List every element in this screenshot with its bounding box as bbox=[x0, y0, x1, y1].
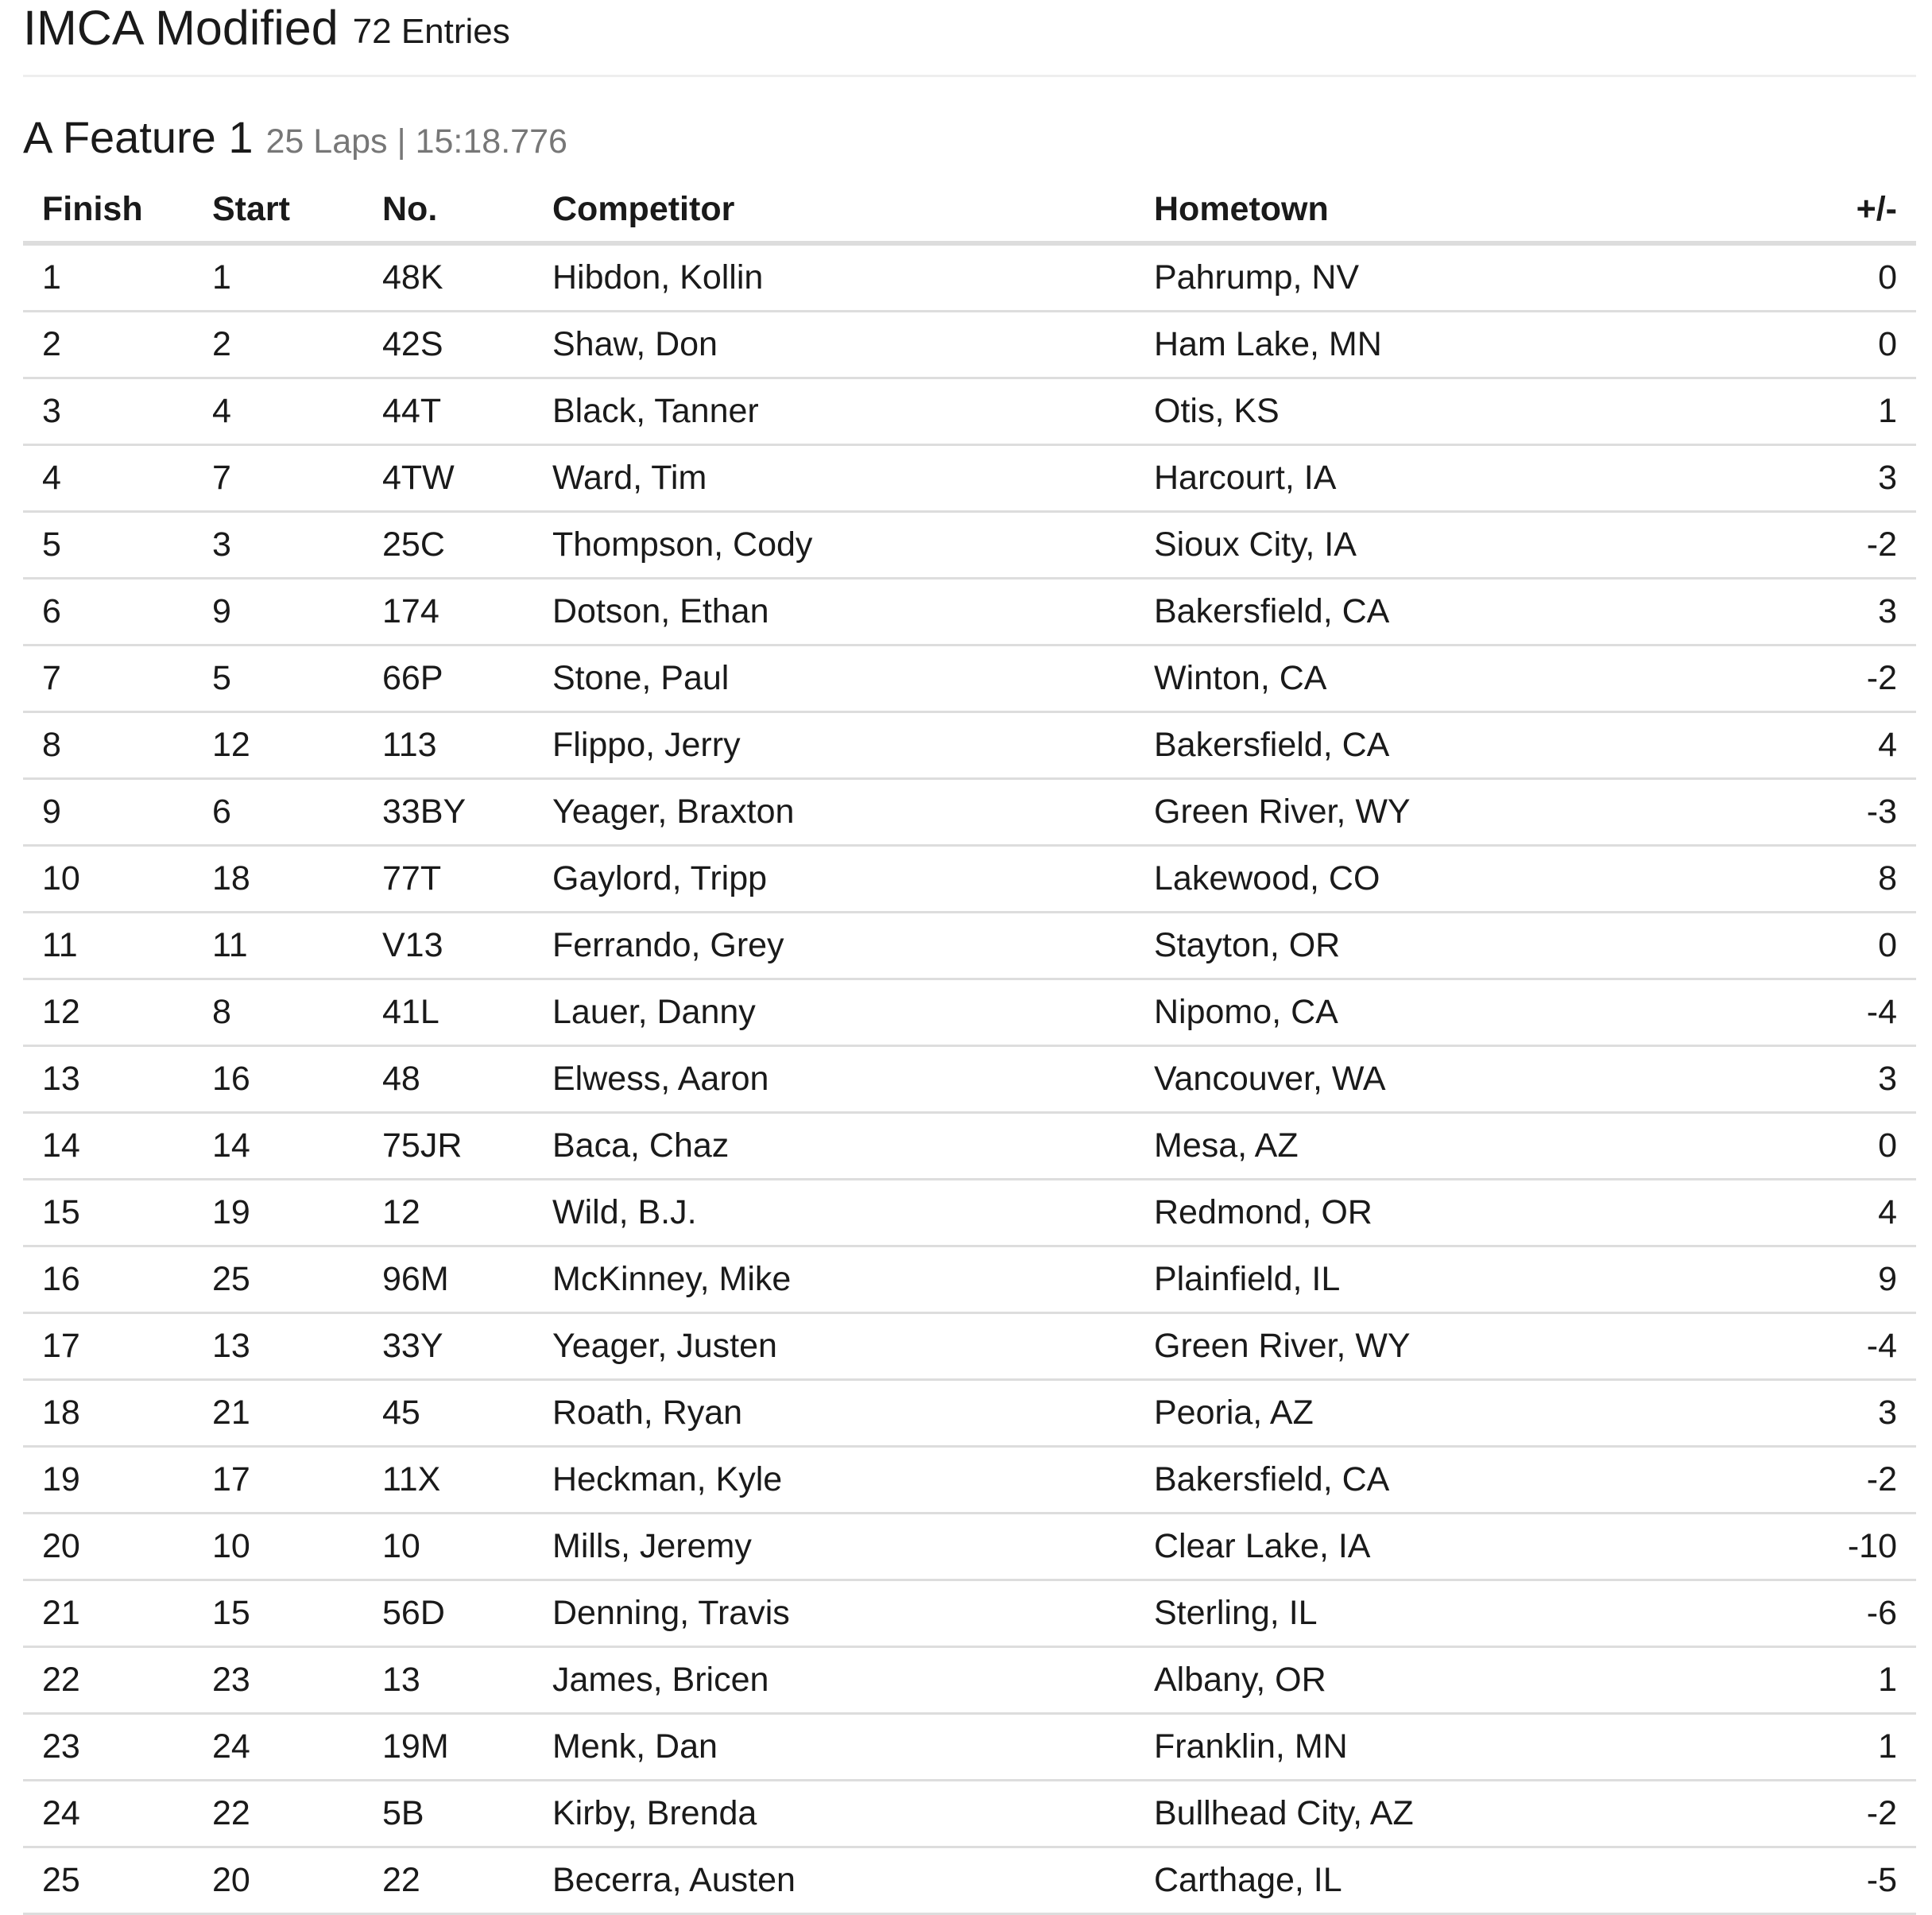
cell-car-number: 113 bbox=[363, 712, 533, 779]
cell-diff: 3 bbox=[1736, 445, 1916, 512]
cell-hometown: Harcourt, IA bbox=[1135, 445, 1736, 512]
cell-start: 19 bbox=[193, 1180, 363, 1246]
table-row bbox=[23, 979, 1916, 1046]
table-row bbox=[23, 445, 1916, 512]
cell-diff: -3 bbox=[1736, 779, 1916, 846]
cell-start: 24 bbox=[193, 1714, 363, 1781]
cell-start: 20 bbox=[193, 1847, 363, 1914]
cell-hometown: Pahrump, NV bbox=[1135, 243, 1736, 312]
cell-hometown: Sioux City, IA bbox=[1135, 512, 1736, 579]
table-row bbox=[23, 1046, 1916, 1113]
cell-hometown: Franklin, MN bbox=[1135, 1714, 1736, 1781]
cell-finish: 14 bbox=[23, 1113, 193, 1180]
cell-hometown: Winton, CA bbox=[1135, 645, 1736, 712]
cell-hometown: Green River, WY bbox=[1135, 779, 1736, 846]
cell-car-number: 42S bbox=[363, 312, 533, 378]
column-header-start: Start bbox=[193, 177, 363, 243]
cell-start: 25 bbox=[193, 1246, 363, 1313]
cell-competitor: Dotson, Ethan bbox=[533, 579, 1135, 645]
table-row bbox=[23, 1647, 1916, 1714]
cell-start: 12 bbox=[193, 712, 363, 779]
cell-competitor: James, Bricen bbox=[533, 1647, 1135, 1714]
cell-diff: 0 bbox=[1736, 913, 1916, 979]
cell-start: 10 bbox=[193, 1514, 363, 1580]
cell-finish: 20 bbox=[23, 1514, 193, 1580]
cell-finish: 12 bbox=[23, 979, 193, 1046]
table-row bbox=[23, 1580, 1916, 1647]
cell-start: 17 bbox=[193, 1447, 363, 1514]
cell-car-number: 11X bbox=[363, 1447, 533, 1514]
cell-start: 16 bbox=[193, 1046, 363, 1113]
table-row bbox=[23, 1380, 1916, 1447]
cell-diff: 0 bbox=[1736, 1113, 1916, 1180]
cell-hometown: Mesa, AZ bbox=[1135, 1113, 1736, 1180]
cell-diff: 1 bbox=[1736, 1647, 1916, 1714]
cell-start: 11 bbox=[193, 913, 363, 979]
cell-competitor: Yeager, Justen bbox=[533, 1313, 1135, 1380]
class-title: IMCA Modified bbox=[23, 1, 339, 55]
cell-finish: 10 bbox=[23, 846, 193, 913]
column-header-hometown: Hometown bbox=[1135, 177, 1736, 243]
cell-start: 14 bbox=[193, 1113, 363, 1180]
cell-start: 9 bbox=[193, 579, 363, 645]
cell-start: 3 bbox=[193, 512, 363, 579]
cell-finish: 1 bbox=[23, 243, 193, 312]
cell-car-number: 45 bbox=[363, 1380, 533, 1447]
cell-finish: 25 bbox=[23, 1847, 193, 1914]
cell-hometown: Albany, OR bbox=[1135, 1647, 1736, 1714]
cell-competitor: Stone, Paul bbox=[533, 645, 1135, 712]
cell-diff: -10 bbox=[1736, 1514, 1916, 1580]
cell-hometown: Stayton, OR bbox=[1135, 913, 1736, 979]
cell-competitor: Yeager, Braxton bbox=[533, 779, 1135, 846]
cell-start: 23 bbox=[193, 1647, 363, 1714]
table-row bbox=[23, 378, 1916, 445]
cell-start: 13 bbox=[193, 1313, 363, 1380]
cell-finish: 23 bbox=[23, 1714, 193, 1781]
cell-car-number: 10 bbox=[363, 1514, 533, 1580]
cell-start: 22 bbox=[193, 1781, 363, 1847]
cell-start: 15 bbox=[193, 1580, 363, 1647]
cell-finish: 11 bbox=[23, 913, 193, 979]
table-row bbox=[23, 1246, 1916, 1313]
class-header bbox=[23, 0, 1916, 77]
cell-competitor: Black, Tanner bbox=[533, 378, 1135, 445]
cell-start: 8 bbox=[193, 979, 363, 1046]
cell-diff: 0 bbox=[1736, 243, 1916, 312]
cell-finish: 24 bbox=[23, 1781, 193, 1847]
cell-hometown: Bakersfield, CA bbox=[1135, 1447, 1736, 1514]
cell-finish: 22 bbox=[23, 1647, 193, 1714]
cell-competitor: Roath, Ryan bbox=[533, 1380, 1135, 1447]
cell-diff: 3 bbox=[1736, 579, 1916, 645]
cell-hometown: Bakersfield, CA bbox=[1135, 712, 1736, 779]
cell-diff: -2 bbox=[1736, 1447, 1916, 1514]
table-row bbox=[23, 1847, 1916, 1914]
table-row bbox=[23, 712, 1916, 779]
results-body bbox=[23, 243, 1916, 1914]
cell-hometown: Bullhead City, AZ bbox=[1135, 1781, 1736, 1847]
cell-start: 6 bbox=[193, 779, 363, 846]
table-row bbox=[23, 579, 1916, 645]
cell-car-number: 33BY bbox=[363, 779, 533, 846]
cell-competitor: Baca, Chaz bbox=[533, 1113, 1135, 1180]
cell-car-number: 4TW bbox=[363, 445, 533, 512]
cell-competitor: Ferrando, Grey bbox=[533, 913, 1135, 979]
cell-finish: 6 bbox=[23, 579, 193, 645]
cell-finish: 18 bbox=[23, 1380, 193, 1447]
cell-car-number: 77T bbox=[363, 846, 533, 913]
cell-hometown: Vancouver, WA bbox=[1135, 1046, 1736, 1113]
cell-car-number: 33Y bbox=[363, 1313, 533, 1380]
cell-diff: 0 bbox=[1736, 312, 1916, 378]
cell-diff: 9 bbox=[1736, 1246, 1916, 1313]
cell-car-number: 48K bbox=[363, 243, 533, 312]
cell-finish: 19 bbox=[23, 1447, 193, 1514]
cell-hometown: Redmond, OR bbox=[1135, 1180, 1736, 1246]
cell-car-number: 5B bbox=[363, 1781, 533, 1847]
cell-diff: -4 bbox=[1736, 1313, 1916, 1380]
column-header-diff: +/- bbox=[1736, 177, 1916, 243]
table-row bbox=[23, 913, 1916, 979]
cell-start: 1 bbox=[193, 243, 363, 312]
race-title: A Feature 1 bbox=[23, 112, 254, 162]
cell-car-number: 19M bbox=[363, 1714, 533, 1781]
cell-car-number: 48 bbox=[363, 1046, 533, 1113]
cell-diff: 1 bbox=[1736, 1714, 1916, 1781]
cell-car-number: 44T bbox=[363, 378, 533, 445]
results-page bbox=[23, 0, 1916, 1915]
cell-diff: 8 bbox=[1736, 846, 1916, 913]
cell-finish: 21 bbox=[23, 1580, 193, 1647]
cell-finish: 8 bbox=[23, 712, 193, 779]
table-row bbox=[23, 243, 1916, 312]
table-row bbox=[23, 1113, 1916, 1180]
cell-competitor: Wild, B.J. bbox=[533, 1180, 1135, 1246]
cell-competitor: Thompson, Cody bbox=[533, 512, 1135, 579]
column-header-finish: Finish bbox=[23, 177, 193, 243]
cell-diff: -2 bbox=[1736, 1781, 1916, 1847]
cell-hometown: Green River, WY bbox=[1135, 1313, 1736, 1380]
cell-hometown: Lakewood, CO bbox=[1135, 846, 1736, 913]
cell-competitor: Mills, Jeremy bbox=[533, 1514, 1135, 1580]
cell-competitor: Menk, Dan bbox=[533, 1714, 1135, 1781]
cell-hometown: Plainfield, IL bbox=[1135, 1246, 1736, 1313]
table-row bbox=[23, 1313, 1916, 1380]
cell-finish: 17 bbox=[23, 1313, 193, 1380]
cell-car-number: 75JR bbox=[363, 1113, 533, 1180]
cell-diff: -6 bbox=[1736, 1580, 1916, 1647]
cell-car-number: 41L bbox=[363, 979, 533, 1046]
cell-car-number: 25C bbox=[363, 512, 533, 579]
cell-car-number: 66P bbox=[363, 645, 533, 712]
cell-competitor: Elwess, Aaron bbox=[533, 1046, 1135, 1113]
cell-diff: 1 bbox=[1736, 378, 1916, 445]
cell-car-number: V13 bbox=[363, 913, 533, 979]
cell-hometown: Ham Lake, MN bbox=[1135, 312, 1736, 378]
cell-finish: 7 bbox=[23, 645, 193, 712]
table-row bbox=[23, 512, 1916, 579]
column-header-number: No. bbox=[363, 177, 533, 243]
cell-start: 7 bbox=[193, 445, 363, 512]
cell-hometown: Sterling, IL bbox=[1135, 1580, 1736, 1647]
cell-hometown: Clear Lake, IA bbox=[1135, 1514, 1736, 1580]
cell-start: 5 bbox=[193, 645, 363, 712]
cell-competitor: Ward, Tim bbox=[533, 445, 1135, 512]
cell-diff: -5 bbox=[1736, 1847, 1916, 1914]
cell-competitor: Gaylord, Tripp bbox=[533, 846, 1135, 913]
cell-competitor: Denning, Travis bbox=[533, 1580, 1135, 1647]
cell-diff: -2 bbox=[1736, 645, 1916, 712]
cell-competitor: Hibdon, Kollin bbox=[533, 243, 1135, 312]
cell-hometown: Otis, KS bbox=[1135, 378, 1736, 445]
cell-diff: 4 bbox=[1736, 1180, 1916, 1246]
column-header-competitor: Competitor bbox=[533, 177, 1135, 243]
cell-hometown: Carthage, IL bbox=[1135, 1847, 1736, 1914]
cell-start: 4 bbox=[193, 378, 363, 445]
table-row bbox=[23, 1180, 1916, 1246]
cell-hometown: Bakersfield, CA bbox=[1135, 579, 1736, 645]
table-row bbox=[23, 1447, 1916, 1514]
cell-finish: 4 bbox=[23, 445, 193, 512]
table-row bbox=[23, 1781, 1916, 1847]
table-row bbox=[23, 1514, 1916, 1580]
cell-car-number: 174 bbox=[363, 579, 533, 645]
race-info: 25 Laps | 15:18.776 bbox=[265, 122, 567, 161]
table-row bbox=[23, 312, 1916, 378]
table-row bbox=[23, 846, 1916, 913]
cell-finish: 3 bbox=[23, 378, 193, 445]
table-row bbox=[23, 779, 1916, 846]
cell-car-number: 22 bbox=[363, 1847, 533, 1914]
cell-finish: 9 bbox=[23, 779, 193, 846]
cell-finish: 15 bbox=[23, 1180, 193, 1246]
cell-car-number: 56D bbox=[363, 1580, 533, 1647]
cell-start: 21 bbox=[193, 1380, 363, 1447]
cell-competitor: Shaw, Don bbox=[533, 312, 1135, 378]
cell-finish: 13 bbox=[23, 1046, 193, 1113]
cell-competitor: McKinney, Mike bbox=[533, 1246, 1135, 1313]
cell-finish: 5 bbox=[23, 512, 193, 579]
cell-competitor: Lauer, Danny bbox=[533, 979, 1135, 1046]
entry-count: 72 Entries bbox=[352, 12, 510, 51]
cell-diff: -4 bbox=[1736, 979, 1916, 1046]
race-header bbox=[23, 112, 1916, 169]
cell-car-number: 96M bbox=[363, 1246, 533, 1313]
cell-start: 18 bbox=[193, 846, 363, 913]
cell-car-number: 13 bbox=[363, 1647, 533, 1714]
cell-diff: -2 bbox=[1736, 512, 1916, 579]
table-row bbox=[23, 1714, 1916, 1781]
cell-start: 2 bbox=[193, 312, 363, 378]
cell-competitor: Heckman, Kyle bbox=[533, 1447, 1135, 1514]
cell-hometown: Peoria, AZ bbox=[1135, 1380, 1736, 1447]
cell-car-number: 12 bbox=[363, 1180, 533, 1246]
cell-competitor: Becerra, Austen bbox=[533, 1847, 1135, 1914]
cell-hometown: Nipomo, CA bbox=[1135, 979, 1736, 1046]
table-row bbox=[23, 645, 1916, 712]
cell-competitor: Kirby, Brenda bbox=[533, 1781, 1135, 1847]
cell-diff: 3 bbox=[1736, 1380, 1916, 1447]
cell-finish: 2 bbox=[23, 312, 193, 378]
cell-finish: 16 bbox=[23, 1246, 193, 1313]
table-header-row bbox=[23, 177, 1916, 243]
results-table bbox=[23, 177, 1916, 1915]
cell-competitor: Flippo, Jerry bbox=[533, 712, 1135, 779]
cell-diff: 3 bbox=[1736, 1046, 1916, 1113]
cell-diff: 4 bbox=[1736, 712, 1916, 779]
